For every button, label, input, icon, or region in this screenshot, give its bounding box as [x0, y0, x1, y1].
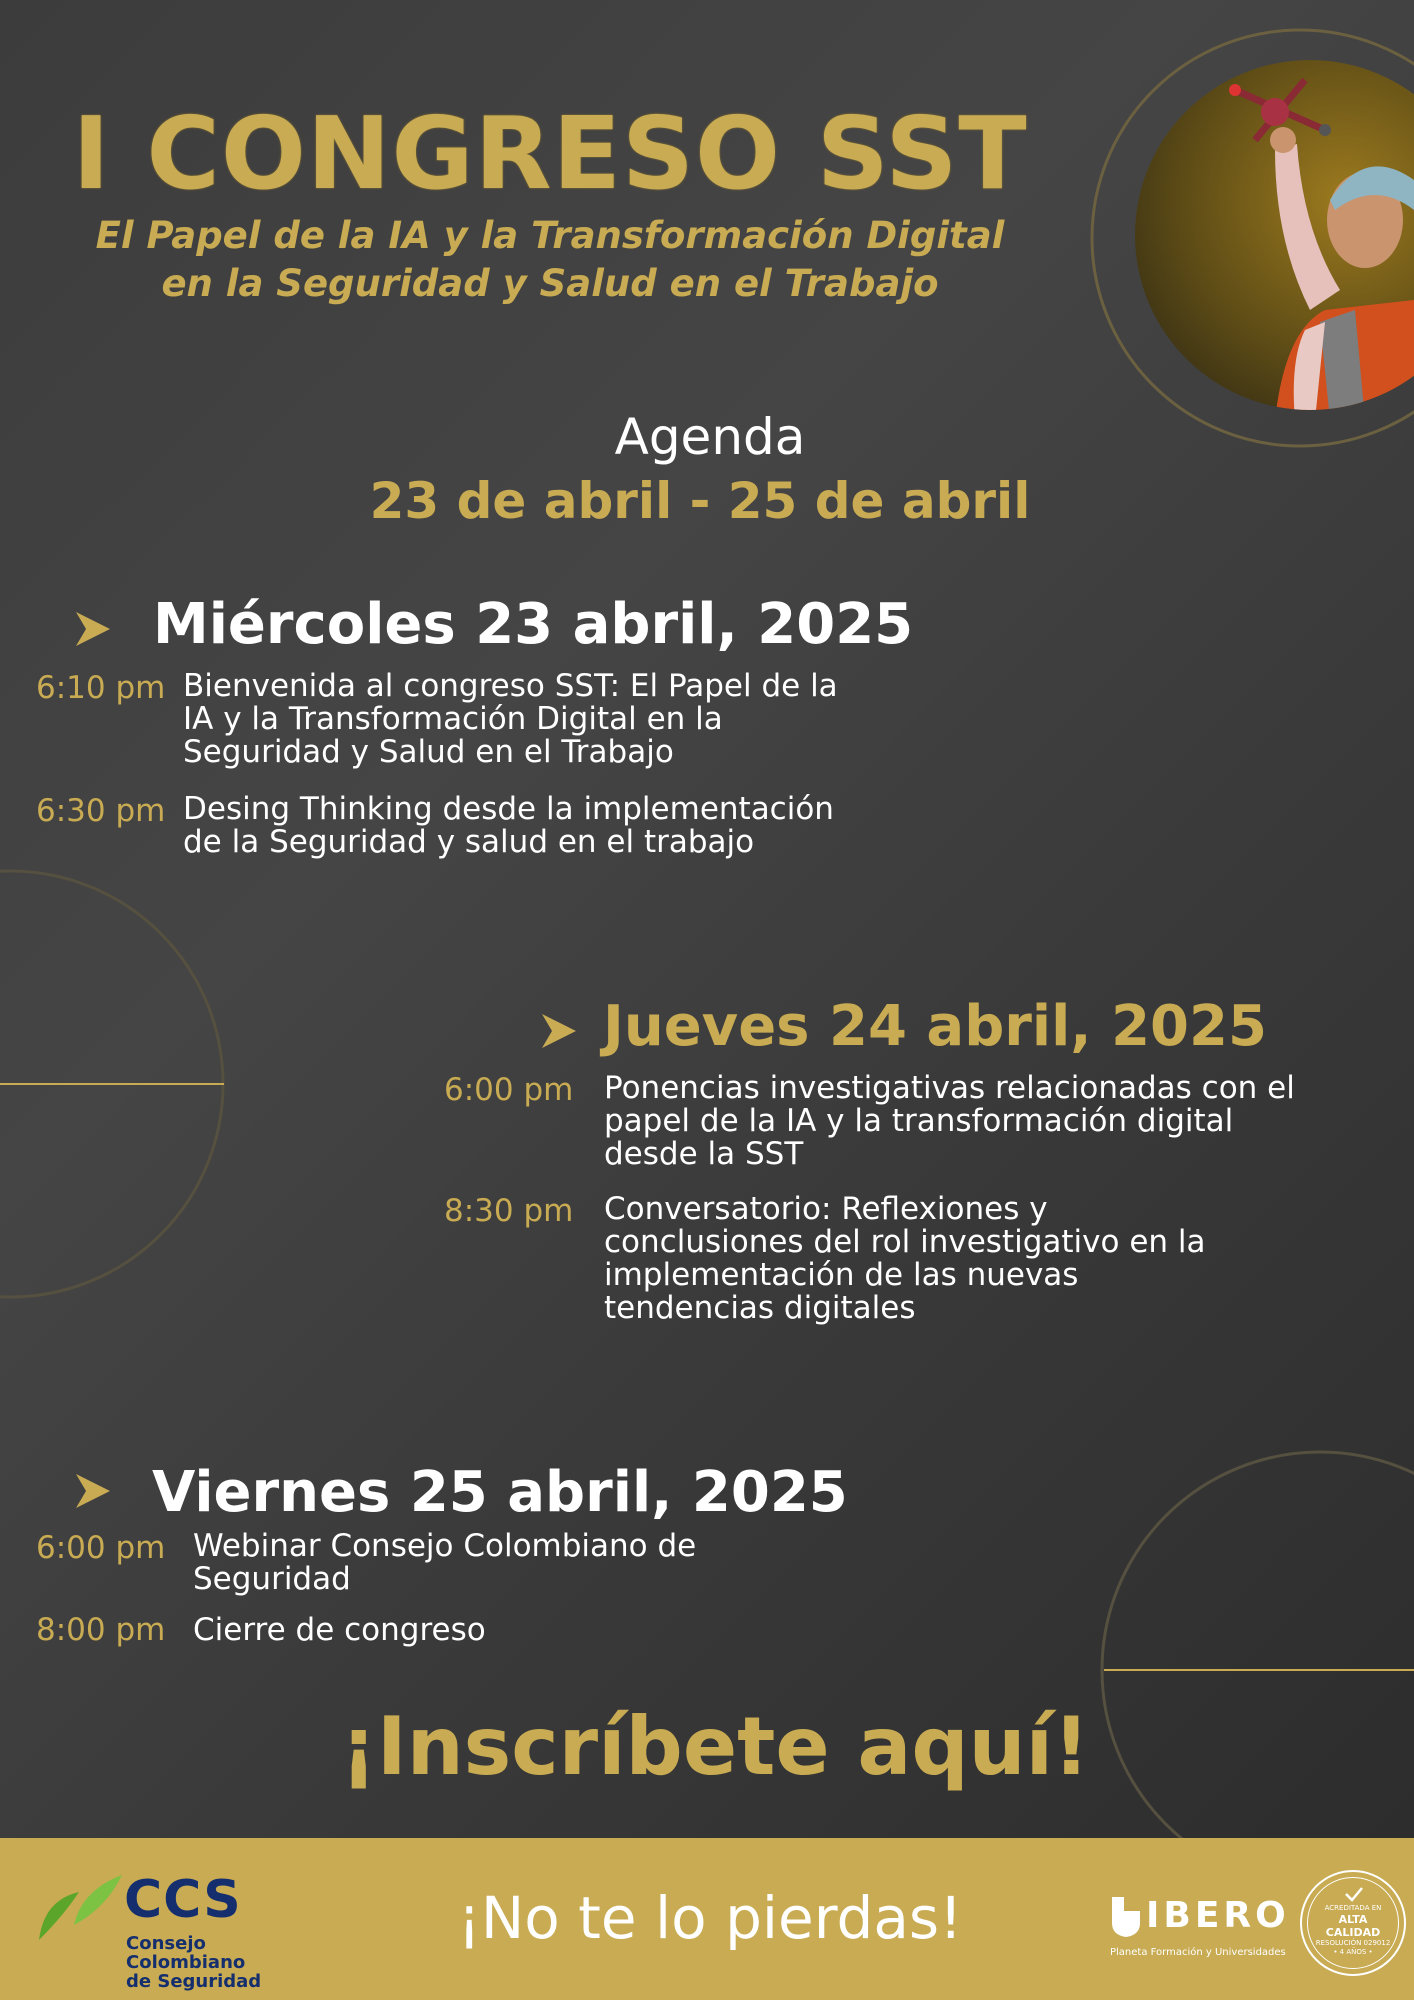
chevron-right-icon — [540, 1012, 578, 1050]
desc-line: conclusiones del rol investigativo en la — [604, 1224, 1206, 1260]
day-heading-thursday: Jueves 24 abril, 2025 — [603, 994, 1267, 1059]
session-time: 6:10 pm — [36, 670, 166, 706]
desc-line: papel de la IA y la transformación digital — [604, 1103, 1234, 1139]
check-icon — [1344, 1886, 1364, 1902]
desc-line: IA y la Transformación Digital en la — [183, 701, 723, 737]
session-description — [183, 793, 943, 859]
desc-line: desde la SST — [604, 1136, 804, 1172]
subtitle-line: en la Seguridad y Salud en el Trabajo — [161, 262, 939, 305]
ccs-logo-line: de Seguridad — [126, 1971, 262, 1992]
seal-line: • 4 AÑOS • — [1333, 1948, 1373, 1956]
session-time: 8:00 pm — [36, 1612, 166, 1648]
desc-line: Desing Thinking desde la implementación — [183, 791, 834, 827]
seal-line-main: ALTA CALIDAD — [1325, 1913, 1381, 1939]
session-description — [183, 670, 943, 769]
accreditation-seal — [1300, 1870, 1406, 1976]
footer-tagline: ¡No te lo pierdas! — [457, 1884, 963, 1952]
agenda-dates: 23 de abril - 25 de abril — [369, 472, 1031, 530]
agenda-label: Agenda — [614, 408, 806, 466]
session-description — [604, 1193, 1404, 1325]
ccs-logo-line: Consejo Colombiano — [126, 1933, 246, 1973]
register-link[interactable]: ¡Inscríbete aquí! — [340, 1700, 1090, 1793]
ibero-logo-sub: Planeta Formación y Universidades — [1110, 1947, 1286, 1958]
session-description — [193, 1614, 953, 1647]
hero-photo — [1125, 60, 1414, 420]
desc-line: Conversatorio: Reflexiones y — [604, 1191, 1048, 1227]
day-heading-wednesday: Miércoles 23 abril, 2025 — [153, 592, 914, 657]
day-heading-friday: Viernes 25 abril, 2025 — [152, 1460, 848, 1525]
subtitle-line: El Papel de la IA y la Transformación Digital — [95, 214, 1005, 257]
ccs-leaf-icon — [34, 1870, 124, 1945]
desc-line: Ponencias investigativas relacionadas con el — [604, 1070, 1295, 1106]
seal-line: RESOLUCIÓN 029012 — [1315, 1939, 1391, 1947]
seal-text — [1310, 1904, 1396, 1957]
desc-line: tendencias digitales — [604, 1290, 916, 1326]
session-description — [604, 1072, 1404, 1171]
ibero-shield-icon — [1110, 1897, 1142, 1937]
desc-line: Webinar Consejo Colombiano de — [193, 1528, 697, 1564]
desc-line: implementación de las nuevas — [604, 1257, 1079, 1293]
desc-line: Seguridad y Salud en el Trabajo — [183, 734, 674, 770]
desc-line: de la Seguridad y salud en el trabajo — [183, 824, 755, 860]
session-description — [193, 1530, 953, 1596]
event-title: I CONGRESO SST — [72, 95, 1028, 212]
desc-line: Seguridad — [193, 1561, 351, 1597]
ibero-logo — [1110, 1895, 1290, 1965]
seal-line: ACREDITADA EN — [1324, 1904, 1382, 1912]
desc-line: Cierre de congreso — [193, 1612, 486, 1648]
ibero-logo-word: IBERO — [1146, 1895, 1290, 1936]
ccs-logo-word: CCS — [124, 1870, 242, 1930]
session-time: 6:00 pm — [444, 1072, 574, 1108]
chevron-right-icon — [74, 1472, 112, 1510]
event-subtitle — [60, 212, 1040, 308]
session-time: 6:00 pm — [36, 1530, 166, 1566]
desc-line: Bienvenida al congreso SST: El Papel de la — [183, 668, 838, 704]
session-time: 8:30 pm — [444, 1193, 574, 1229]
ccs-logo — [34, 1868, 324, 1992]
ccs-logo-name — [126, 1934, 326, 1991]
session-time: 6:30 pm — [36, 793, 166, 829]
chevron-right-icon — [74, 610, 112, 648]
